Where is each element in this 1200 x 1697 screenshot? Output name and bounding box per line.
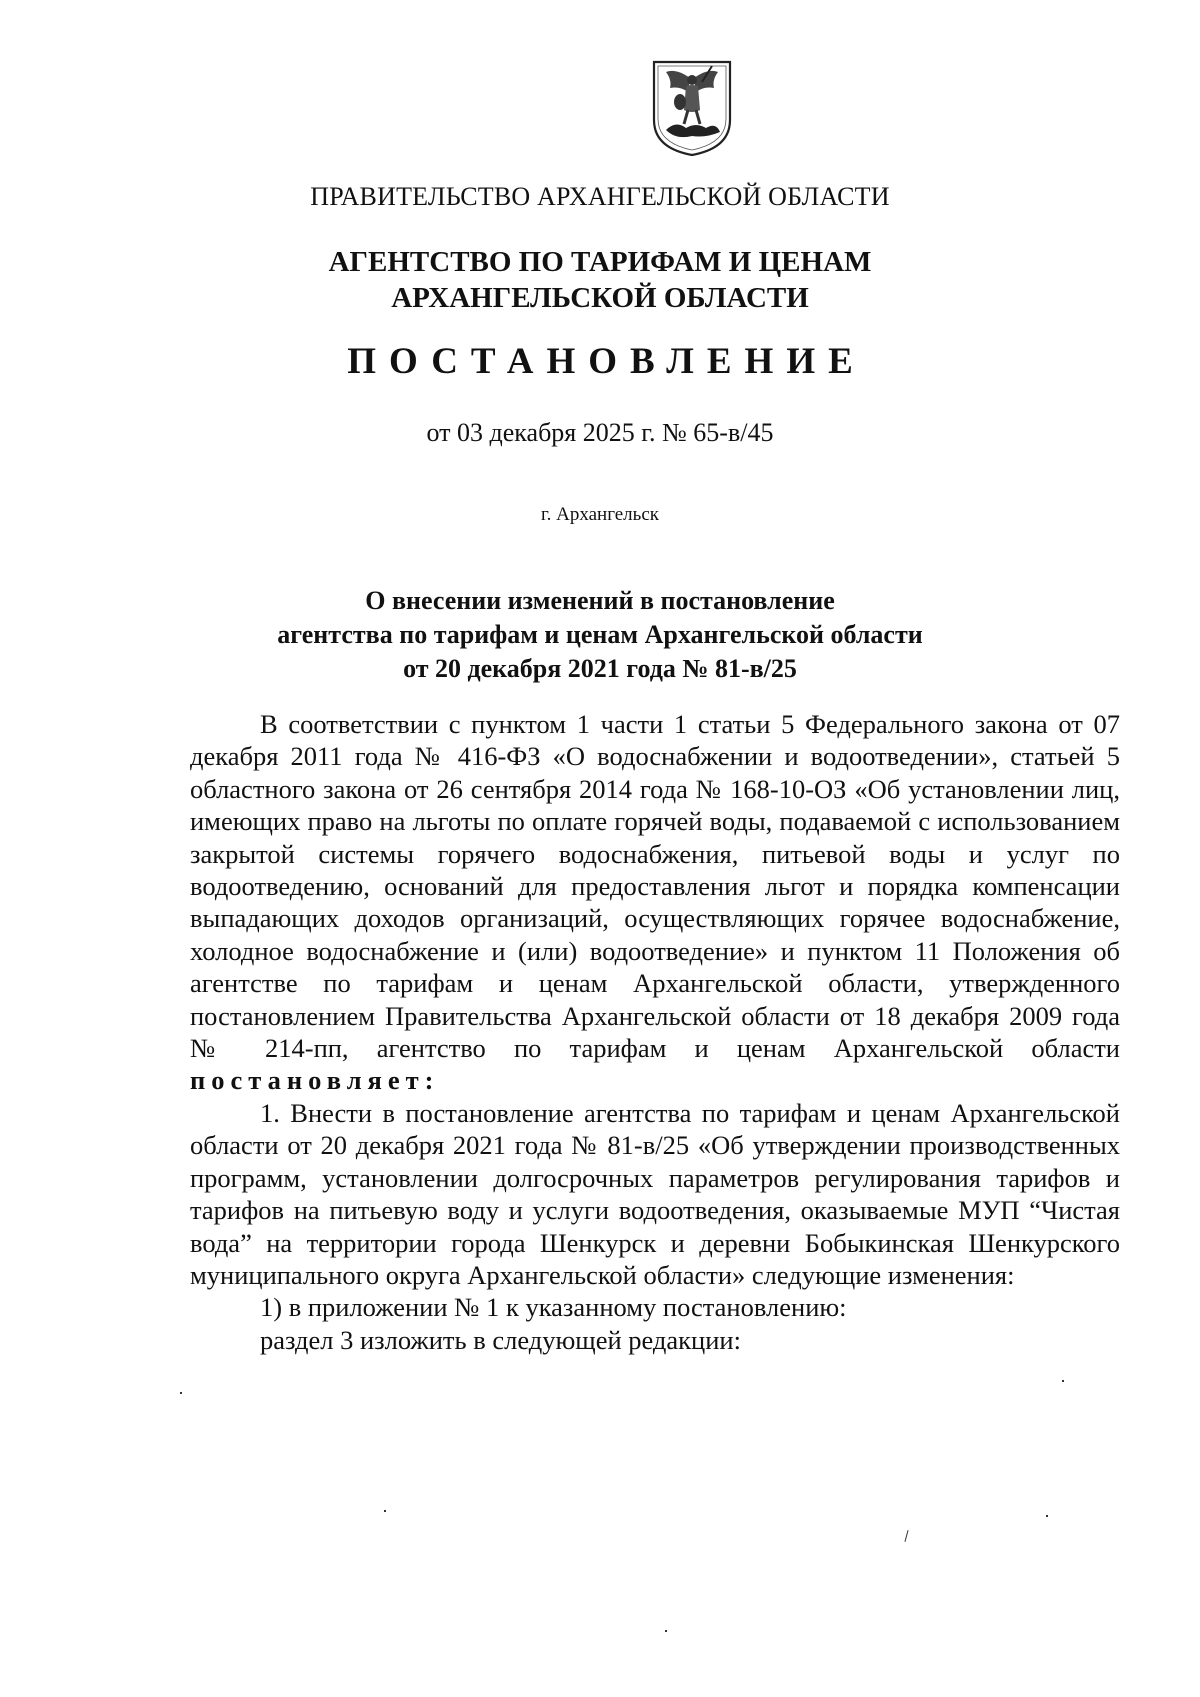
- scan-speck: [384, 1510, 386, 1512]
- document-date-number: от 03 декабря 2025 г. № 65-в/45: [426, 418, 774, 447]
- government-title: ПРАВИТЕЛЬСТВО АРХАНГЕЛЬСКОЙ ОБЛАСТИ: [310, 182, 890, 211]
- coat-of-arms-emblem: [650, 58, 734, 158]
- document-city: г. Архангельск: [540, 504, 659, 525]
- subitem-1-paragraph: 1) в приложении № 1 к указанному постановлению:: [260, 1292, 847, 1323]
- scan-speck: [904, 1530, 908, 1542]
- preamble-text: В соответствии с пунктом 1 части 1 статьи 5 Федерального закона от 07 декабря 2011 года № 416-ФЗ «О водоснабжении и водоотведении», статьей 5 областного закона от 26 сентября 2014 года № 168-10-ОЗ «Об установлении лиц, имеющих право на льготы по оплате горячей воды, подаваемой с использованием закрытой системы горячего водоснабжения, питьевой воды и услуг по водоотведению, оснований для предоставления льгот и порядка компенсации выпадающих доходов организаций, осуществляющих горячее водоснабжение, холодное водоснабжение и (или) водоотведение» и пунктом 11 Положения об агентстве по тарифам и ценам Архангельской области, утвержденного постановлением Правительства Архангельской области от 18 декабря 2009 года № 214-пп, агентство по тарифам и ценам Архангельской области: [190, 709, 1120, 1064]
- item-1-paragraph: 1. Внести в постановление агентства по тарифам и ценам Архангельской области от 20 декабря 2021 года № 81-в/25 «Об утверждении производственных программ, установлении долгосрочных параметров регулирования тарифов и тарифов на питьевую воду и услуги водоотведения, оказываемые МУП “Чистая вода” на территории города Шенкурск и деревни Бобыкинская Шенкурского муниципального округа Архангельской области» следующие изменения:: [190, 1097, 1120, 1290]
- agency-title-line2: АРХАНГЕЛЬСКОЙ ОБЛАСТИ: [391, 282, 809, 314]
- document-subject: [0, 584, 1200, 686]
- archangel-coat-of-arms-icon: [650, 58, 734, 158]
- resolves-word: постановляет:: [190, 1065, 440, 1096]
- scan-speck: [665, 1630, 667, 1632]
- preamble-paragraph: [190, 708, 1120, 1097]
- scan-speck: [1046, 1515, 1048, 1517]
- agency-title: [0, 244, 1200, 316]
- subject-line1: О внесении изменений в постановление: [365, 586, 835, 615]
- agency-title-line1: АГЕНТСТВО ПО ТАРИФАМ И ЦЕНАМ: [328, 246, 872, 278]
- subitem-1-text-paragraph: раздел 3 изложить в следующей редакции:: [260, 1324, 741, 1355]
- scan-speck: [1062, 1380, 1064, 1382]
- subject-line2: агентства по тарифам и ценам Архангельской области: [277, 620, 923, 649]
- scan-speck: [180, 1392, 182, 1394]
- document-body: [190, 708, 1120, 1356]
- subject-line3: от 20 декабря 2021 года № 81-в/25: [403, 654, 797, 683]
- document-type: ПОСТАНОВЛЕНИЕ: [347, 341, 866, 382]
